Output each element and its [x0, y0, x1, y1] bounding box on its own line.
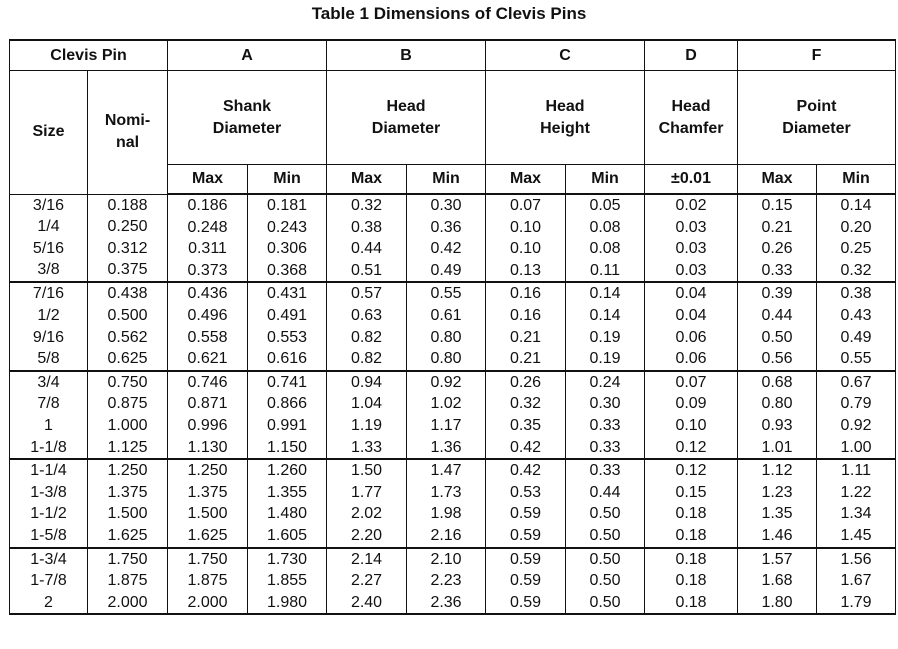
- table-value: 1.36: [430, 438, 462, 456]
- table-value: 1.750: [187, 550, 228, 568]
- table-value: 0.05: [589, 197, 621, 214]
- table-row-group: [10, 459, 896, 547]
- table-value: 0.500: [107, 306, 148, 324]
- subheader-c-min: Min: [566, 165, 645, 195]
- description-header-row: [10, 71, 896, 165]
- head-diameter-min-cell: [407, 548, 486, 615]
- table-value: 0.57: [350, 285, 383, 303]
- table-value: 0.21: [761, 218, 793, 236]
- header-d: D: [645, 40, 738, 71]
- table-value: 0.07: [675, 373, 707, 391]
- table-title: Table 1 Dimensions of Clevis Pins: [311, 4, 587, 23]
- table-value: 1-5/8: [30, 526, 67, 544]
- table-value: 0.51: [350, 261, 383, 279]
- head-diameter-min-cell: [407, 371, 486, 459]
- table-value: 1.250: [107, 462, 148, 480]
- table-value: 0.03: [675, 218, 707, 236]
- table-value: 1.750: [107, 550, 148, 568]
- table-value: 0.92: [430, 373, 462, 391]
- head-diameter-max-cell: [327, 371, 407, 459]
- table-value: 1.855: [266, 572, 308, 590]
- table-value: 3/16: [32, 196, 65, 214]
- table-value: 0.625: [107, 350, 148, 368]
- table-value: 0.06: [675, 328, 707, 346]
- table-value: 2.23: [430, 572, 462, 590]
- table-value: 0.19: [589, 328, 621, 346]
- table-value: 1.625: [187, 526, 228, 544]
- size-cell: [10, 194, 88, 282]
- table-value: 1.67: [840, 572, 872, 590]
- table-value: 5/8: [37, 350, 60, 368]
- table-value: 0.08: [589, 240, 621, 258]
- table-value: 0.59: [509, 526, 542, 544]
- shank-min-cell: [248, 548, 327, 615]
- table-value: 0.33: [589, 462, 621, 480]
- table-value: 1.80: [761, 593, 793, 611]
- table-value: 0.991: [266, 416, 308, 434]
- shank-max-cell: [168, 548, 248, 615]
- table-row-group: [10, 282, 896, 370]
- table-value: 1.33: [350, 438, 383, 456]
- table-value: 7/8: [37, 395, 60, 413]
- table-value: 0.80: [761, 395, 793, 413]
- table-value: 1-1/2: [30, 505, 67, 523]
- table-row-group: [10, 548, 896, 615]
- table-value: 5/16: [32, 239, 65, 257]
- table-value: 0.33: [589, 438, 621, 456]
- head-height-max-cell: [486, 548, 566, 615]
- head-height-min-cell: [566, 548, 645, 615]
- table-value: 1.355: [266, 483, 308, 501]
- table-value: 0.55: [430, 285, 462, 303]
- point-diameter-max-cell: [738, 282, 817, 370]
- table-value: 0.38: [840, 285, 872, 303]
- table-value: 0.25: [840, 240, 872, 258]
- table-value: 0.44: [589, 483, 621, 501]
- table-value: 0.250: [107, 218, 148, 236]
- point-diameter-min-cell: [817, 282, 896, 370]
- head-height-min-cell: [566, 459, 645, 547]
- table-value: 0.243: [266, 218, 308, 236]
- header-b: B: [327, 40, 486, 71]
- table-value: 1.260: [266, 462, 308, 480]
- table-value: 1.77: [350, 483, 383, 501]
- table-value: 0.49: [430, 261, 462, 279]
- table-value: 1.98: [430, 505, 462, 523]
- header-nominal: Nomi- nal: [88, 71, 168, 195]
- table-value: 0.12: [675, 462, 707, 480]
- point-diameter-min-cell: [817, 459, 896, 547]
- table-value: 0.03: [675, 240, 707, 258]
- table-value: 1.125: [107, 438, 148, 456]
- table-value: 0.431: [266, 285, 308, 303]
- table-value: 0.19: [589, 350, 621, 368]
- table-value: 0.16: [509, 306, 542, 324]
- table-row-group: [10, 194, 896, 282]
- table-value: 0.188: [107, 196, 148, 214]
- table-value: 0.866: [266, 395, 308, 413]
- table-value: 1.625: [107, 526, 148, 544]
- table-value: 1.500: [107, 505, 148, 523]
- table-value: 1.47: [430, 462, 462, 480]
- table-value: 0.26: [761, 240, 793, 258]
- table-value: 0.80: [430, 350, 462, 368]
- header-point-diameter: Point Diameter: [738, 71, 896, 165]
- table-value: 0.50: [761, 328, 793, 346]
- table-value: 0.49: [840, 328, 872, 346]
- table-value: 1.73: [430, 483, 462, 501]
- table-value: 0.18: [675, 593, 707, 611]
- table-value: 1-7/8: [30, 572, 67, 590]
- head-diameter-min-cell: [407, 194, 486, 282]
- table-value: 1.19: [350, 416, 383, 434]
- table-value: 0.68: [761, 373, 793, 391]
- table-value: 0.44: [350, 240, 383, 258]
- subheader-f-min: Min: [817, 165, 896, 195]
- head-diameter-max-cell: [327, 282, 407, 370]
- table-value: 0.10: [509, 240, 542, 258]
- table-value: 0.92: [840, 416, 872, 434]
- table-value: 1.605: [266, 526, 308, 544]
- table-value: 0.59: [509, 505, 542, 523]
- table-value: 0.21: [509, 350, 542, 368]
- size-cell: [10, 282, 88, 370]
- table-value: 1.79: [840, 593, 872, 611]
- table-value: 0.30: [589, 395, 621, 413]
- table-value: 0.562: [107, 328, 148, 346]
- table-value: 1.17: [430, 416, 462, 434]
- table-value: 1.130: [187, 438, 228, 456]
- table-value: 0.35: [509, 416, 542, 434]
- table-value: 0.12: [675, 438, 707, 456]
- shank-min-cell: [248, 371, 327, 459]
- table-value: 0.63: [350, 306, 383, 324]
- table-value: 0.18: [675, 526, 707, 544]
- head-diameter-max-cell: [327, 459, 407, 547]
- table-value: 1.875: [107, 572, 148, 590]
- table-value: 1.56: [840, 550, 872, 568]
- head-height-max-cell: [486, 194, 566, 282]
- header-head-height: Head Height: [486, 71, 645, 165]
- head-height-max-cell: [486, 371, 566, 459]
- table-value: 1-3/8: [30, 483, 67, 501]
- header-head-diameter: Head Diameter: [327, 71, 486, 165]
- table-value: 0.14: [840, 197, 872, 214]
- subheader-a-min: Min: [248, 165, 327, 195]
- table-body: [10, 194, 896, 614]
- table-value: 1.12: [761, 462, 793, 480]
- header-head-chamfer: Head Chamfer: [645, 71, 738, 165]
- table-value: 0.32: [840, 261, 872, 279]
- nominal-cell: [88, 459, 168, 547]
- table-value: 0.50: [589, 572, 621, 590]
- table-value: 0.491: [266, 306, 308, 324]
- table-value: 0.38: [350, 218, 383, 236]
- table-value: 2: [44, 593, 53, 611]
- table-value: 0.04: [675, 306, 707, 324]
- table-value: 3/8: [37, 261, 60, 279]
- table-value: 0.03: [675, 261, 707, 279]
- table-value: 1: [44, 416, 53, 434]
- shank-max-cell: [168, 459, 248, 547]
- header-size: Size: [10, 71, 88, 195]
- table-value: 0.746: [187, 373, 228, 391]
- table-value: 2.000: [107, 593, 148, 611]
- subheader-c-max: Max: [486, 165, 566, 195]
- head-height-max-cell: [486, 282, 566, 370]
- nominal-cell: [88, 371, 168, 459]
- table-value: 1.02: [430, 395, 462, 413]
- table-value: 0.20: [840, 218, 872, 236]
- head-diameter-min-cell: [407, 459, 486, 547]
- table-value: 0.21: [509, 328, 542, 346]
- table-value: 0.02: [675, 197, 707, 214]
- table-value: 0.44: [761, 306, 793, 324]
- head-diameter-min-cell: [407, 282, 486, 370]
- table-value: 1.35: [761, 505, 793, 523]
- table-value: 0.248: [187, 218, 228, 236]
- table-value: 0.15: [675, 483, 707, 501]
- table-value: 0.50: [589, 505, 621, 523]
- table-value: 0.13: [509, 261, 542, 279]
- table-value: 0.186: [187, 197, 228, 214]
- table-value: 1/4: [37, 218, 60, 236]
- table-value: 0.07: [509, 197, 542, 214]
- nominal-cell: [88, 194, 168, 282]
- subheader-a-max: Max: [168, 165, 248, 195]
- table-value: 0.33: [589, 416, 621, 434]
- table-value: 2.02: [350, 505, 383, 523]
- table-value: 1.46: [761, 526, 793, 544]
- shank-max-cell: [168, 282, 248, 370]
- table-value: 1.50: [350, 462, 383, 480]
- point-diameter-min-cell: [817, 194, 896, 282]
- table-value: 0.373: [187, 261, 228, 279]
- subheader-b-min: Min: [407, 165, 486, 195]
- head-chamfer-cell: [645, 282, 738, 370]
- point-diameter-min-cell: [817, 548, 896, 615]
- table-value: 0.438: [107, 285, 148, 303]
- size-cell: [10, 459, 88, 547]
- table-value: 0.42: [509, 462, 542, 480]
- table-value: 1.68: [761, 572, 793, 590]
- table-value: 0.26: [509, 373, 542, 391]
- table-value: 0.30: [430, 197, 462, 214]
- subheader-f-max: Max: [738, 165, 817, 195]
- table-value: 2.20: [350, 526, 383, 544]
- table-value: 0.42: [430, 240, 462, 258]
- head-height-min-cell: [566, 371, 645, 459]
- head-height-min-cell: [566, 282, 645, 370]
- table-value: 0.306: [266, 240, 308, 258]
- head-chamfer-cell: [645, 548, 738, 615]
- table-value: 1-1/8: [30, 438, 67, 456]
- table-value: 0.67: [840, 373, 872, 391]
- table-value: 0.08: [589, 218, 621, 236]
- table-value: 0.15: [761, 197, 793, 214]
- table-value: 0.10: [509, 218, 542, 236]
- shank-min-cell: [248, 282, 327, 370]
- table-value: 1.04: [350, 395, 383, 413]
- table-value: 1.480: [266, 505, 308, 523]
- table-value: 0.82: [350, 328, 383, 346]
- table-value: 1.22: [840, 483, 872, 501]
- head-diameter-max-cell: [327, 548, 407, 615]
- table-value: 1.45: [840, 526, 872, 544]
- head-chamfer-cell: [645, 459, 738, 547]
- table-value: 0.18: [675, 505, 707, 523]
- table-value: 0.18: [675, 550, 707, 568]
- table-value: 9/16: [32, 328, 65, 346]
- shank-max-cell: [168, 194, 248, 282]
- table-value: 1.000: [107, 416, 148, 434]
- table-row-group: [10, 371, 896, 459]
- table-value: 0.871: [187, 395, 228, 413]
- table-value: 0.93: [761, 416, 793, 434]
- clevis-pin-dimensions-table: [9, 39, 896, 615]
- table-value: 0.09: [675, 395, 707, 413]
- table-value: 0.59: [509, 593, 542, 611]
- table-value: 0.311: [188, 240, 227, 258]
- header-clevis-pin: Clevis Pin: [10, 40, 168, 71]
- table-value: 0.55: [840, 350, 872, 368]
- table-value: 0.43: [840, 306, 872, 324]
- table-value: 1.57: [761, 550, 793, 568]
- table-value: 0.33: [761, 261, 793, 279]
- table-value: 1.375: [107, 483, 148, 501]
- table-value: 0.56: [761, 350, 793, 368]
- table-value: 0.53: [509, 483, 542, 501]
- nominal-cell: [88, 282, 168, 370]
- header-f: F: [738, 40, 896, 71]
- table-value: 0.50: [589, 593, 621, 611]
- table-value: 1.11: [841, 462, 871, 480]
- table-value: 2.27: [350, 572, 383, 590]
- table-value: 0.82: [350, 350, 383, 368]
- table-value: 0.61: [430, 306, 462, 324]
- table-value: 0.312: [107, 239, 148, 257]
- table-value: 0.553: [266, 328, 308, 346]
- table-value: 0.741: [266, 373, 308, 391]
- nominal-cell: [88, 548, 168, 615]
- table-value: 3/4: [37, 373, 60, 391]
- table-value: 1-1/4: [30, 462, 67, 480]
- table-value: 0.16: [509, 285, 542, 303]
- table-value: 0.24: [589, 373, 621, 391]
- point-diameter-max-cell: [738, 548, 817, 615]
- size-cell: [10, 548, 88, 615]
- subheader-b-max: Max: [327, 165, 407, 195]
- table-value: 0.94: [350, 373, 383, 391]
- table-value: 0.875: [107, 395, 148, 413]
- head-height-max-cell: [486, 459, 566, 547]
- shank-min-cell: [248, 459, 327, 547]
- point-diameter-max-cell: [738, 371, 817, 459]
- table-value: 2.36: [430, 593, 462, 611]
- table-value: 1-3/4: [30, 550, 67, 568]
- shank-min-cell: [248, 194, 327, 282]
- header-shank-diameter: Shank Diameter: [168, 71, 327, 165]
- group-header-row: [10, 40, 896, 71]
- table-value: 1.34: [840, 505, 872, 523]
- table-value: 2.14: [350, 550, 383, 568]
- table-value: 0.436: [187, 285, 228, 303]
- table-value: 1.01: [761, 438, 793, 456]
- shank-max-cell: [168, 371, 248, 459]
- table-value: 1.150: [266, 438, 308, 456]
- point-diameter-min-cell: [817, 371, 896, 459]
- table-value: 1.00: [840, 438, 872, 456]
- head-chamfer-cell: [645, 194, 738, 282]
- table-value: 0.04: [675, 285, 707, 303]
- table-value: 0.79: [840, 395, 872, 413]
- table-value: 1.730: [266, 550, 308, 568]
- table-value: 0.32: [350, 197, 383, 214]
- table-value: 1.980: [266, 593, 308, 611]
- subheader-d-tolerance: ±0.01: [645, 165, 738, 195]
- header-c: C: [486, 40, 645, 71]
- table-value: 0.558: [187, 328, 228, 346]
- header-a: A: [168, 40, 327, 71]
- table-value: 2.10: [430, 550, 462, 568]
- table-value: 0.375: [107, 261, 148, 279]
- table-value: 2.000: [187, 593, 228, 611]
- table-value: 1.375: [187, 483, 228, 501]
- table-value: 0.80: [430, 328, 462, 346]
- table-value: 0.10: [675, 416, 707, 434]
- table-value: 0.18: [675, 572, 707, 590]
- table-value: 0.14: [589, 285, 621, 303]
- point-diameter-max-cell: [738, 459, 817, 547]
- table-value: 0.36: [430, 218, 462, 236]
- table-value: 2.16: [430, 526, 462, 544]
- table-value: 0.42: [509, 438, 542, 456]
- head-diameter-max-cell: [327, 194, 407, 282]
- table-value: 0.14: [589, 306, 621, 324]
- size-cell: [10, 371, 88, 459]
- table-value: 0.50: [589, 526, 621, 544]
- table-value: 0.59: [509, 550, 542, 568]
- table-value: 0.39: [761, 285, 793, 303]
- table-value: 2.40: [350, 593, 383, 611]
- table-value: 0.368: [266, 261, 308, 279]
- table-value: 7/16: [32, 285, 65, 303]
- table-value: 0.06: [675, 350, 707, 368]
- table-value: 0.181: [266, 197, 308, 214]
- table-value: 1.250: [187, 462, 228, 480]
- table-value: 0.50: [589, 550, 621, 568]
- table-value: 0.59: [509, 572, 542, 590]
- head-height-min-cell: [566, 194, 645, 282]
- table-value: 0.996: [187, 416, 228, 434]
- point-diameter-max-cell: [738, 194, 817, 282]
- table-value: 0.621: [187, 350, 228, 368]
- table-value: 1.875: [187, 572, 228, 590]
- table-value: 0.496: [187, 306, 228, 324]
- table-value: 1.23: [761, 483, 793, 501]
- table-value: 1.500: [187, 505, 228, 523]
- table-value: 0.616: [266, 350, 308, 368]
- table-value: 0.11: [590, 261, 620, 279]
- table-value: 0.750: [107, 373, 148, 391]
- table-value: 1/2: [37, 306, 60, 324]
- head-chamfer-cell: [645, 371, 738, 459]
- table-value: 0.32: [509, 395, 542, 413]
